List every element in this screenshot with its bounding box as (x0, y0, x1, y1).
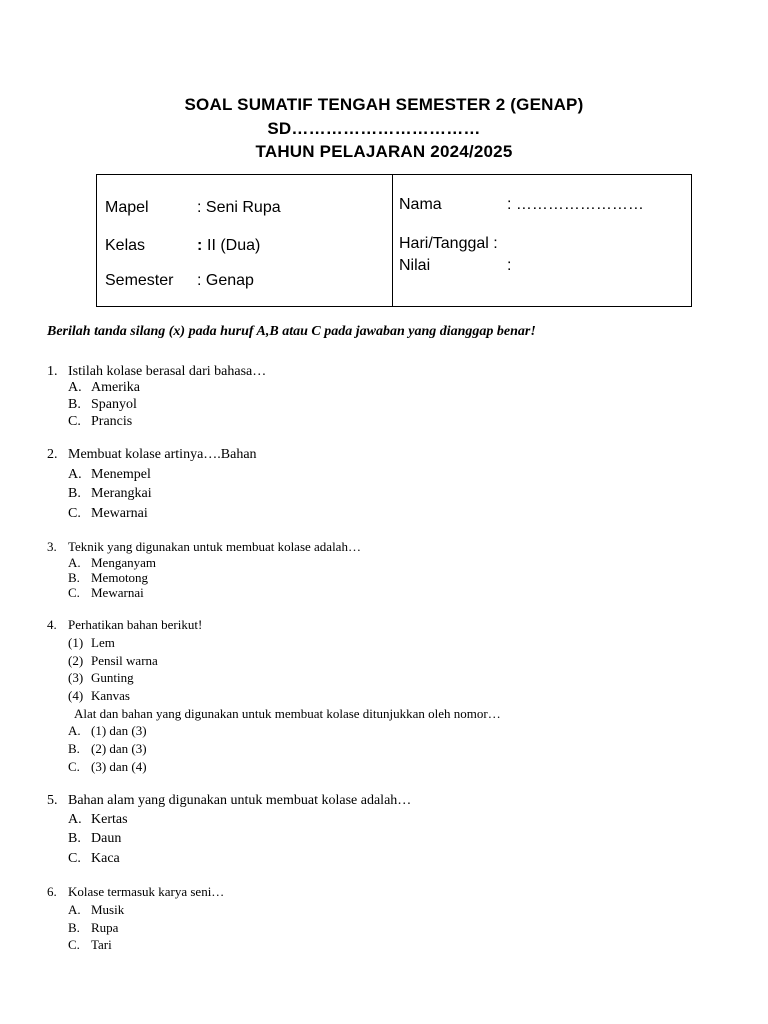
question-number: 2. (47, 447, 58, 462)
nilai-colon: : (507, 257, 512, 274)
question-number: 4. (47, 617, 57, 632)
mapel-label: Mapel (105, 199, 149, 216)
instruction-text: Berilah tanda silang (x) pada huruf A,B atau C pada jawaban yang dianggap benar! (47, 324, 536, 339)
semester-value: : Genap (197, 272, 254, 289)
school-name-line: SD…………………………… (267, 119, 481, 138)
question-number: 1. (47, 364, 58, 379)
question-text: Bahan alam yang digunakan untuk membuat kolase adalah… (68, 793, 412, 808)
academic-year: TAHUN PELAJARAN 2024/2025 (255, 142, 513, 161)
question-text: Perhatikan bahan berikut! (68, 617, 203, 632)
hari-tanggal-label: Hari/Tanggal : (399, 235, 498, 252)
question-number: 3. (47, 539, 57, 554)
kelas-value: II (Dua) (207, 237, 261, 254)
nama-label: Nama (399, 196, 442, 213)
info-box-divider (392, 175, 393, 306)
exam-page: SOAL SUMATIF TENGAH SEMESTER 2 (GENAP) SD…………………………… TAHUN PELAJARAN 2024/2025 Mapel : Seni Rupa Kelas : II (Dua) Semester : Genap Nama : …………………… Hari/Tanggal : Nilai : Berilah tanda silang (x) pada huruf A,B atau C pada jawaban yang dianggap benar! 1. Istilah kolase berasal dari bahasa… A. Amerika B. Spanyol C. Prancis 2. Membuat kolase artinya….Bahan A. Menempel B. Merangkai C. Mewarnai 3. Teknik yang digunakan untuk membuat kolase adalah… A. Menganyam B. Memotong C. Mewarnai 4. Perhatikan bahan berikut! (1) Lem (2) Pensil warna (3) Gunting (4) Kanvas Alat dan bahan yang digunakan untuk membuat kolase ditunjukkan oleh nomor… A. (1) dan (3) B. (2) dan (3) C. (3) dan (4) 5. Bahan alam yang digunakan untuk membuat kolase adalah… A. Kertas B. Daun C. Kaca 6. Kolase termasuk karya seni… A. Musik B. Rupa C. Tari (0, 0, 768, 1024)
semester-label: Semester (105, 272, 174, 289)
exam-title: SOAL SUMATIF TENGAH SEMESTER 2 (GENAP) (184, 95, 584, 114)
nama-value: : …………………… (507, 196, 644, 213)
question-text: Istilah kolase berasal dari bahasa… (68, 364, 267, 379)
question-number: 5. (47, 793, 58, 808)
info-box (96, 174, 692, 307)
question-text: Kolase termasuk karya seni… (68, 884, 225, 899)
nilai-label: Nilai (399, 257, 431, 274)
mapel-value: : Seni Rupa (197, 199, 281, 216)
kelas-colon: : (197, 237, 203, 254)
question-number: 6. (47, 884, 57, 899)
question-text: Membuat kolase artinya….Bahan (68, 447, 257, 462)
question-text: Teknik yang digunakan untuk membuat kolase adalah… (68, 539, 361, 554)
question-4-followup: Alat dan bahan yang digunakan untuk membuat kolase ditunjukkan oleh nomor… (74, 706, 501, 721)
kelas-label: Kelas (105, 237, 146, 254)
